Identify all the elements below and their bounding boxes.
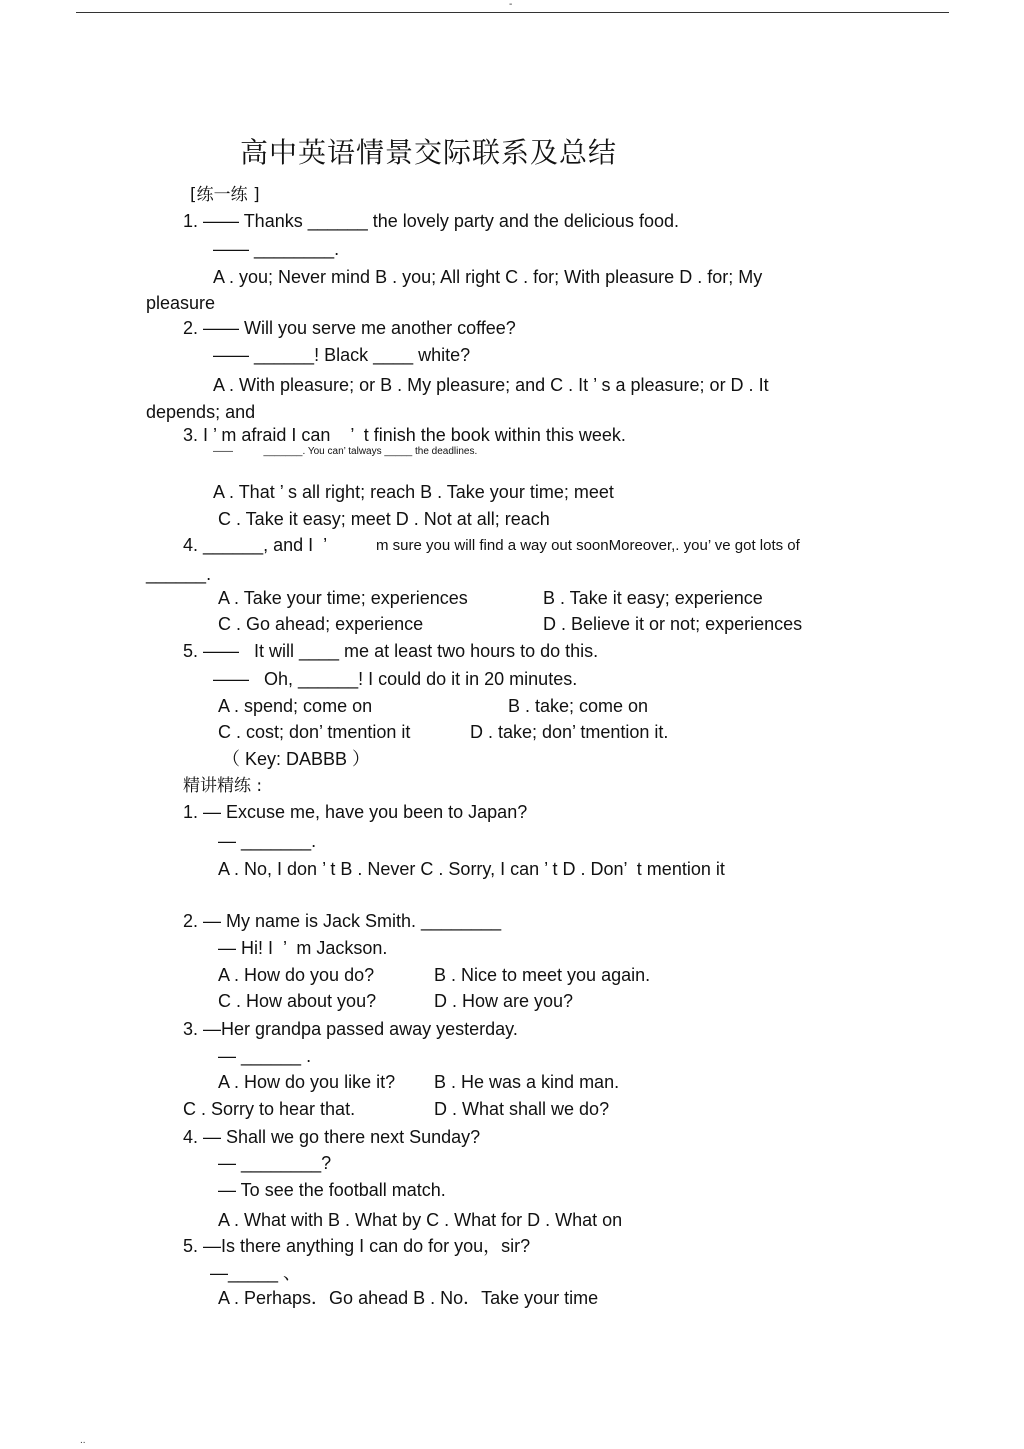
p3-question: 3. —Her grandpa passed away yesterday.	[183, 1019, 518, 1039]
q4-option-b: B . Take it easy; experience	[543, 588, 763, 608]
p2-option-b: B . Nice to meet you again.	[434, 965, 651, 985]
p2-option-d: D . How are you?	[434, 991, 574, 1011]
answer-key: （ Key: DABBB ）	[222, 749, 371, 769]
q3-options-ab: A . That ’ s all right; reach B . Take your time; meet	[213, 482, 614, 502]
p4-answer-line: — ________?	[218, 1153, 332, 1173]
q2-options: A . With pleasure; or B . My pleasure; and C . It ’ s a pleasure; or D . It	[213, 375, 769, 395]
p2-option-c: C . How about you?	[218, 991, 377, 1011]
q5-option-a: A . spend; come on	[218, 696, 373, 716]
q4-option-a: A . Take your time; experiences	[218, 588, 468, 608]
p2-option-a: A . How do you do?	[218, 965, 375, 985]
p5-options: A . Perhaps．Go ahead B . No．Take your time	[218, 1288, 599, 1308]
q3-question: 3. I ’ m afraid I can ’ t finish the book within this week.	[183, 425, 626, 445]
p3-option-c: C . Sorry to hear that.	[183, 1099, 356, 1119]
p5-answer-line: —_____ 、	[210, 1263, 302, 1283]
q5-option-d: D . take; don’ tmention it.	[470, 722, 669, 742]
document-title: 高中英语情景交际联系及总结	[240, 136, 618, 169]
q4-option-d: D . Believe it or not; experiences	[543, 614, 803, 634]
p3-answer-line: — ______ .	[218, 1046, 312, 1066]
q2-answer-line: —— ______! Black ____ white?	[213, 345, 471, 365]
q4-blank-line: ______.	[146, 564, 212, 584]
q1-options-cont: pleasure	[146, 293, 216, 313]
p3-option-a: A . How do you like it?	[218, 1072, 396, 1092]
q4-question-end: m sure you will find a way out soonMoreover,. you’ ve got lots of	[376, 537, 800, 554]
q1-question: 1. —— Thanks ______ the lovely party and the delicious food.	[183, 211, 679, 231]
q3-options-cd: C . Take it easy; meet D . Not at all; reach	[218, 509, 550, 529]
p2-question: 2. — My name is Jack Smith. ________	[183, 911, 502, 931]
q4-question-start: 4. ______, and I ’	[183, 535, 328, 555]
q3-answer-line: —— _______. You can’ talways _____ the deadlines.	[213, 446, 478, 457]
p4-options: A . What with B . What by C . What for D . What on	[218, 1210, 623, 1230]
header-rule	[76, 12, 949, 13]
header-mark: -	[509, 0, 513, 10]
q1-options: A . you; Never mind B . you; All right C . for; With pleasure D . for; My	[213, 267, 763, 287]
q5-answer-line: —— Oh, ______! I could do it in 20 minutes.	[213, 669, 578, 689]
q1-answer-line: —— ________.	[213, 239, 340, 259]
p1-question: 1. — Excuse me, have you been to Japan?	[183, 802, 528, 822]
p3-option-b: B . He was a kind man.	[434, 1072, 620, 1092]
p5-question: 5. —Is there anything I can do for you，sir?	[183, 1236, 531, 1256]
footer-mark: ..	[80, 1435, 86, 1446]
q2-options-cont: depends; and	[146, 402, 256, 422]
q5-option-c: C . cost; don’ tmention it	[218, 722, 411, 742]
q5-option-b: B . take; come on	[508, 696, 649, 716]
p1-options: A . No, I don ’ t B . Never C . Sorry, I can ’ t D . Don’ t mention it	[218, 859, 725, 879]
section-heading-explained: 精讲精练 :	[183, 776, 263, 796]
section-heading-practice: [练一练 ]	[190, 185, 260, 205]
p4-reply: — To see the football match.	[218, 1180, 446, 1200]
p1-answer-line: — _______.	[218, 831, 317, 851]
q4-option-c: C . Go ahead; experience	[218, 614, 424, 634]
p2-answer-line: — Hi! I ’ m Jackson.	[218, 938, 388, 958]
p3-option-d: D . What shall we do?	[434, 1099, 610, 1119]
p4-question: 4. — Shall we go there next Sunday?	[183, 1127, 481, 1147]
q2-question: 2. —— Will you serve me another coffee?	[183, 318, 516, 338]
q5-question: 5. —— It will ____ me at least two hours to do this.	[183, 641, 599, 661]
